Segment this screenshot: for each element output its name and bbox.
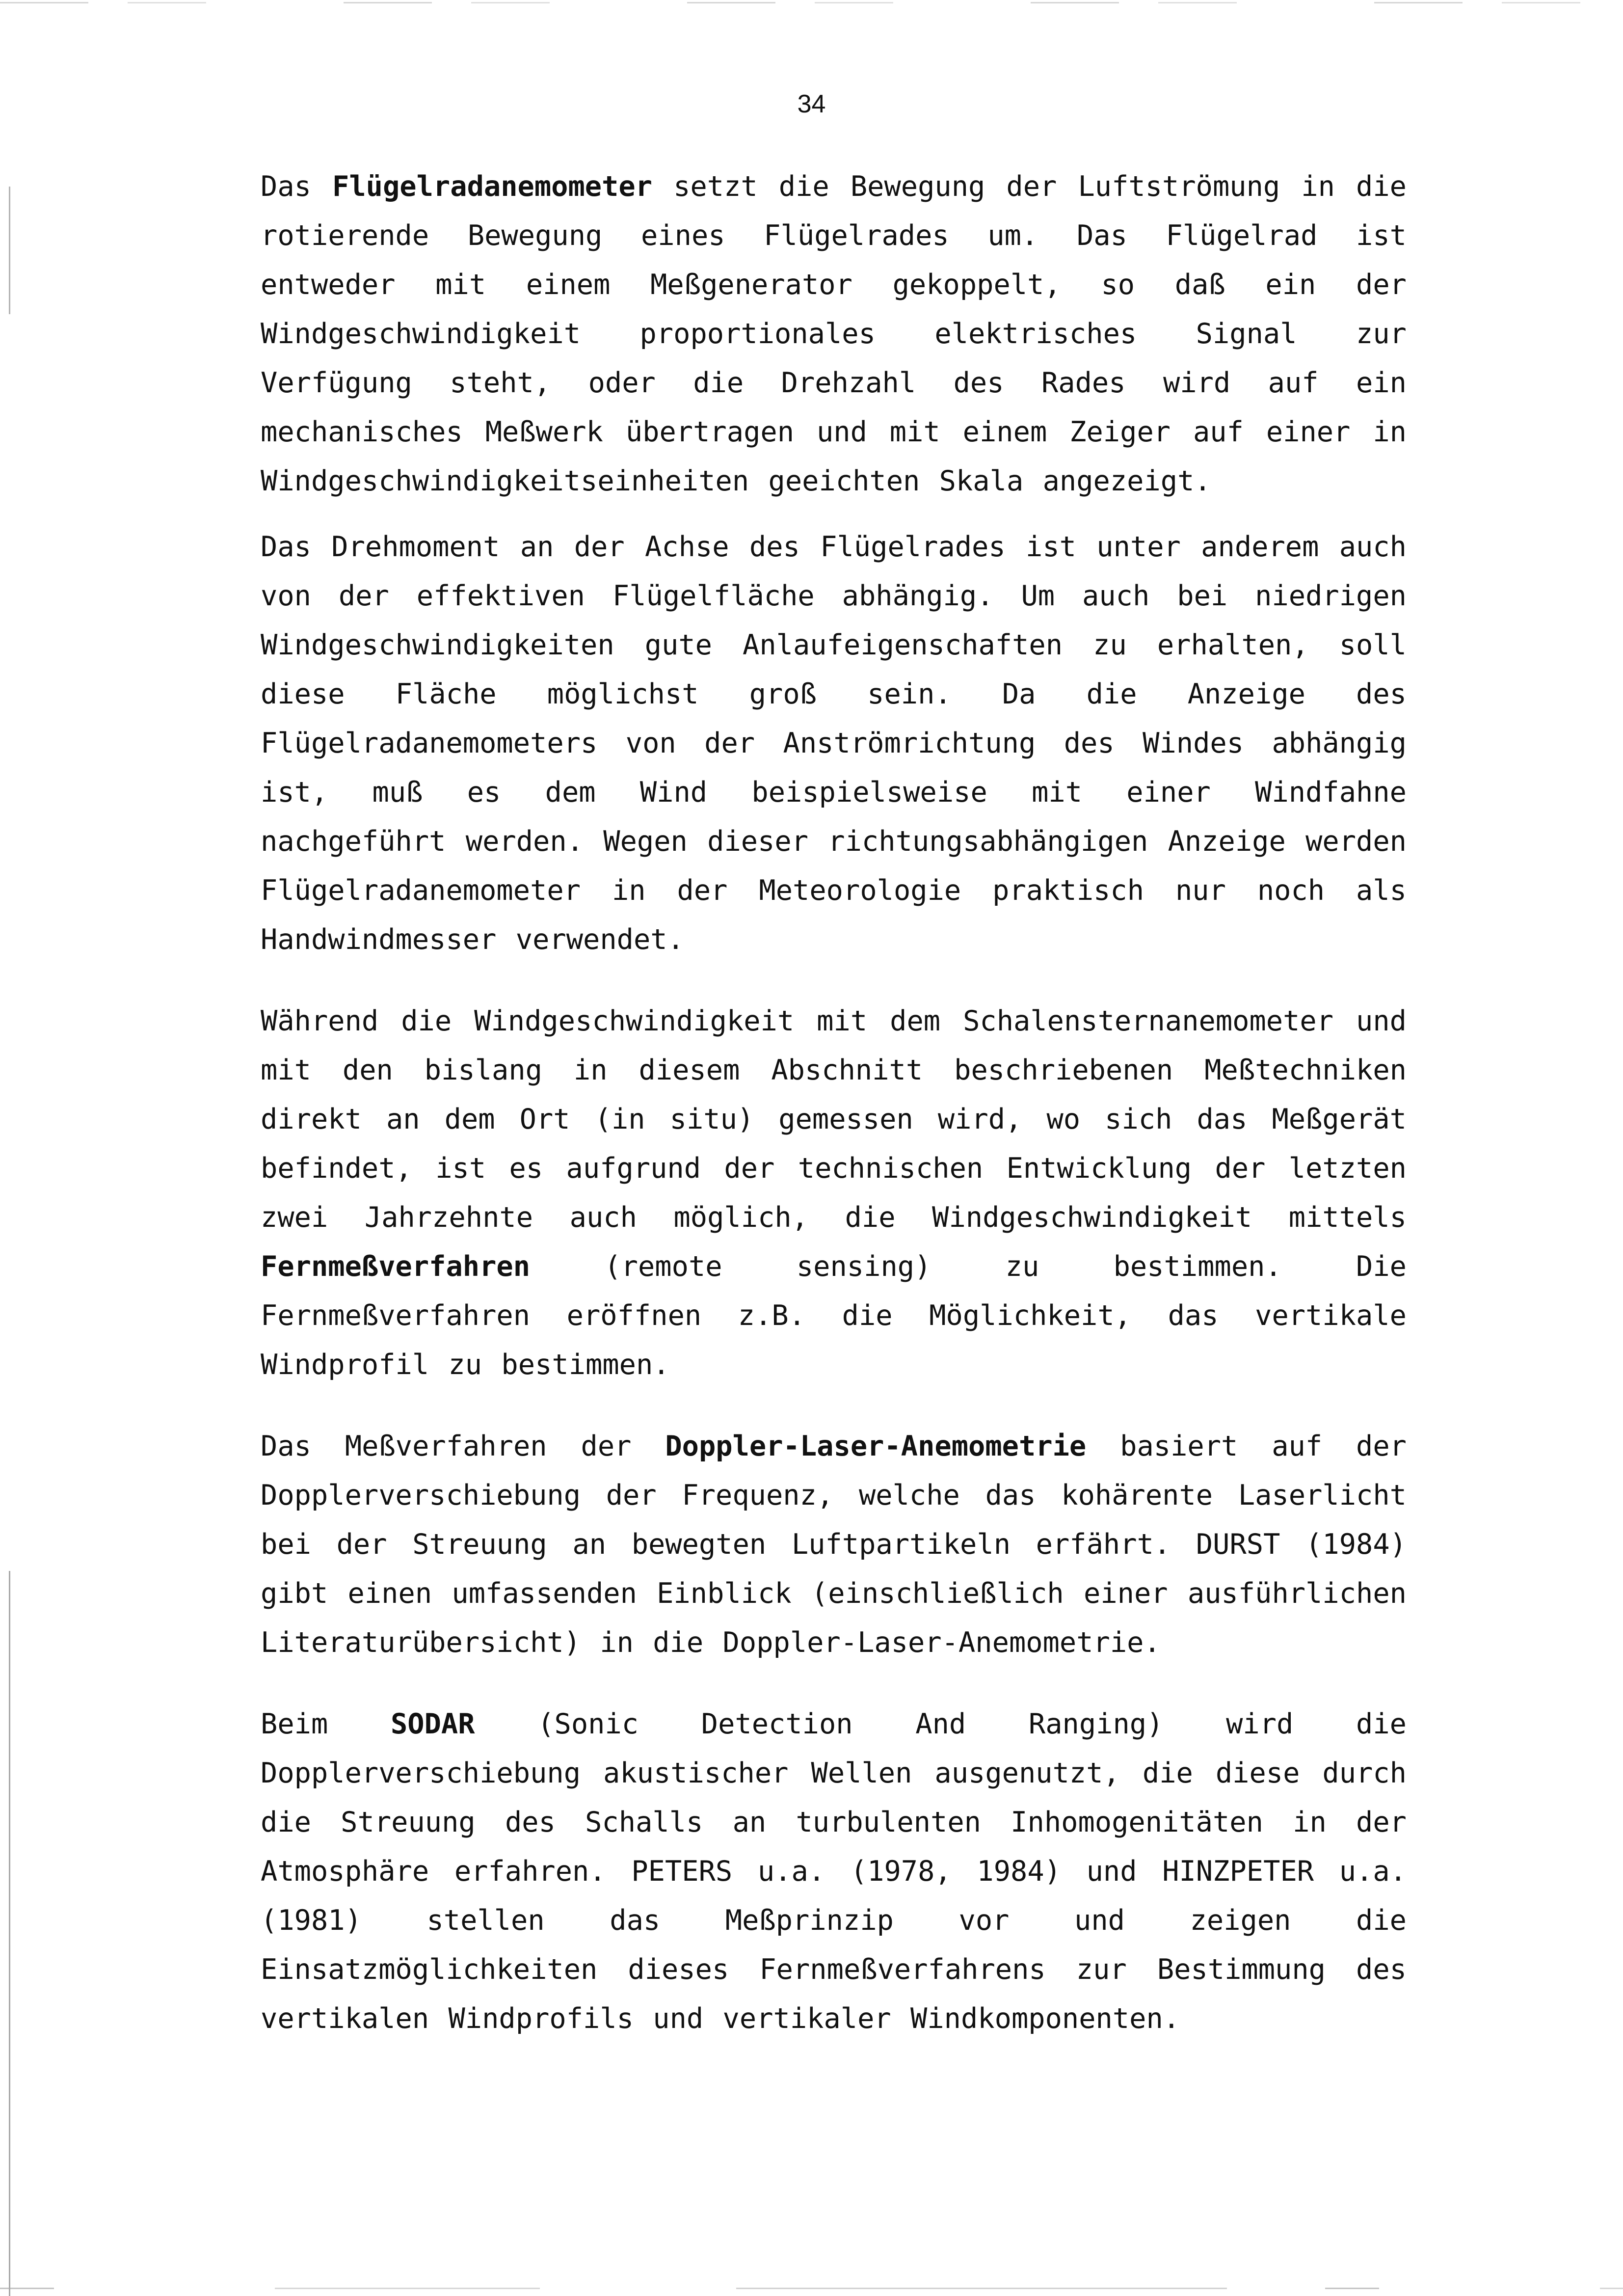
term-sodar: SODAR xyxy=(390,1708,475,1740)
paragraph-text: (Sonic Detection And Ranging) wird die Dopplerverschiebung akustischer Wellen ausgenutzt, die diese durch die Streuung des Schalls an turbulenten Inhomogenitäten in der Atmosphäre erfahren. PETERS u.a. (1978, 1984) und HINZPETER u.a. (1981) stellen das Meßprinzip vor und zeigen die Einsatzmöglichkeiten dieses Fernmeßverfahrens zur Bestimmung des vertikalen Windprofils und vertikaler Windkomponenten. xyxy=(261,1708,1407,2035)
page-body xyxy=(261,162,1407,2043)
paragraph-text: setzt die Bewegung der Luftströmung in die rotierende Bewegung eines Flügelrades um. Das Flügelrad ist entweder mit einem Meßgenerator gekoppelt, so daß ein der Windgeschwindigkeit proportionales elektrisches Signal zur Verfügung steht, oder die Drehzahl des Rades wird auf ein mechanisches Meßwerk übertragen und mit einem Zeiger auf einer in Windgeschwindigkeitseinheiten geeichten Skala angezeigt. xyxy=(261,170,1407,497)
term-fernmessverfahren: Fernmeßverfahren xyxy=(261,1250,531,1283)
paragraph-text: (remote sensing) zu bestimmen. Die Fernmeßverfahren eröffnen z.B. die Möglichkeit, das vertikale Windprofil zu bestimmen. xyxy=(261,1250,1407,1381)
paragraph-sodar xyxy=(261,1700,1407,2043)
scan-edge-left xyxy=(9,0,10,2296)
paragraph-fluegelradanemometer xyxy=(261,162,1407,506)
term-doppler-laser-anemometrie: Doppler-Laser-Anemometrie xyxy=(665,1430,1087,1462)
paragraph-text: Das xyxy=(261,170,333,203)
paragraph-fernmessverfahren xyxy=(261,997,1407,1389)
paragraph-drehmoment xyxy=(261,522,1407,964)
scan-edge-top xyxy=(0,2,1623,3)
paragraph-text: basiert auf der Dopplerverschiebung der Frequenz, welche das kohärente Laserlicht bei der Streuung an bewegten Luftpartikeln erfährt. DURST (1984) gibt einen umfassenden Einblick (einschließlich einer ausführlichen Literaturübersicht) in die Doppler-Laser-Anemometrie. xyxy=(261,1430,1407,1659)
paragraph-text: Das Drehmoment an der Achse des Flügelrades ist unter anderem auch von der effektiven Flügelfläche abhängig. Um auch bei niedrigen Windgeschwindigkeiten gute Anlaufeigenschaften zu erhalten, soll diese Fläche möglichst groß sein. Da die Anzeige des Flügelradanemometers von der Anströmrichtung des Windes abhängig ist, muß es dem Wind beispielsweise mit einer Windfahne nachgeführt werden. Wegen dieser richtungsabhängigen Anzeige werden Flügelradanemometer in der Meteorologie praktisch nur noch als Handwindmesser verwendet. xyxy=(261,531,1407,956)
paragraph-doppler-laser xyxy=(261,1422,1407,1667)
paragraph-text: Das Meßverfahren der xyxy=(261,1430,665,1462)
paragraph-text: Während die Windgeschwindigkeit mit dem Schalensternanemometer und mit den bislang in diesem Abschnitt beschriebenen Meßtechniken direkt an dem Ort (in situ) gemessen wird, wo sich das Meßgerät befindet, ist es aufgrund der technischen Entwicklung der letzten zwei Jahrzehnte auch möglich, die Windgeschwindigkeit mittels xyxy=(261,1005,1407,1234)
page-number: 34 xyxy=(797,90,826,118)
scan-edge-bottom xyxy=(0,2288,1623,2289)
term-fluegelradanemometer: Flügelradanemometer xyxy=(332,170,653,203)
paragraph-text: Beim xyxy=(261,1708,391,1740)
